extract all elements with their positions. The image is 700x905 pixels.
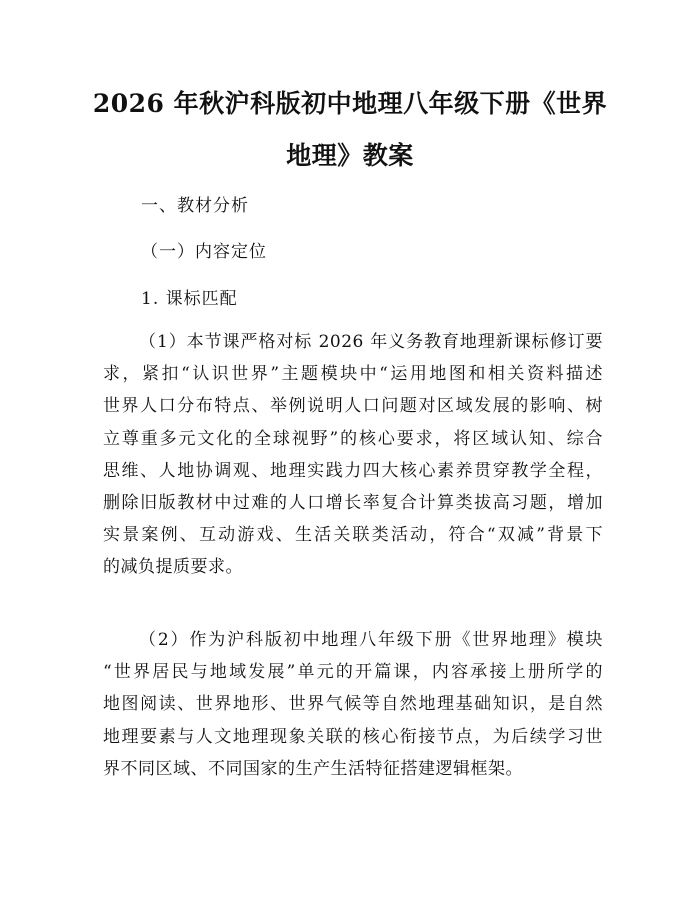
paragraph-1-line: 求，紧扣“认识世界”主题模块中“运用地图和相关资料描述 [103,364,603,385]
title-line-1: 2026 年秋沪科版初中地理八年级下册《世界 [92,89,608,118]
paragraph-2 [103,624,603,785]
paragraph-1-line: 实景案例、互动游戏、生活关联类活动，符合“双减”背景下 [103,525,603,546]
paragraph-2-line: 界不同区域、不同国家的生产生活特征搭建逻辑框架。 [103,758,523,779]
document-title [90,78,610,182]
paragraph-1-line: 世界人口分布特点、举例说明人口问题对区域发展的影响、树 [103,396,603,417]
paragraph-2-line: （2）作为沪科版初中地理八年级下册《世界地理》模块 [139,630,603,650]
paragraph-1-line: 思维、人地协调观、地理实践力四大核心素养贯穿教学全程， [103,460,603,481]
paragraph-2-line: “世界居民与地域发展”单元的开篇课，内容承接上册所学的 [103,662,603,683]
subsection-heading: （一）内容定位 [141,242,267,262]
paragraph-1 [103,326,603,584]
paragraph-1-line: 的减负提质要求。 [103,557,243,578]
paragraph-2-line: 地图阅读、世界地形、世界气候等自然地理基础知识，是自然 [103,694,603,715]
paragraph-1-line: 立尊重多元文化的全球视野”的核心要求，将区域认知、综合 [103,428,603,449]
paragraph-2-line: 地理要素与人文地理现象关联的核心衔接节点，为后续学习世 [103,726,603,747]
item-heading: 1. 课标匹配 [141,289,238,309]
title-line-2: 地理》教案 [286,141,414,170]
paragraph-1-line: （1）本节课严格对标 2026 年义务教育地理新课标修订要 [139,332,603,352]
section-heading: 一、教材分析 [141,196,249,216]
paragraph-1-line: 删除旧版教材中过难的人口增长率复合计算类拔高习题，增加 [103,493,603,514]
